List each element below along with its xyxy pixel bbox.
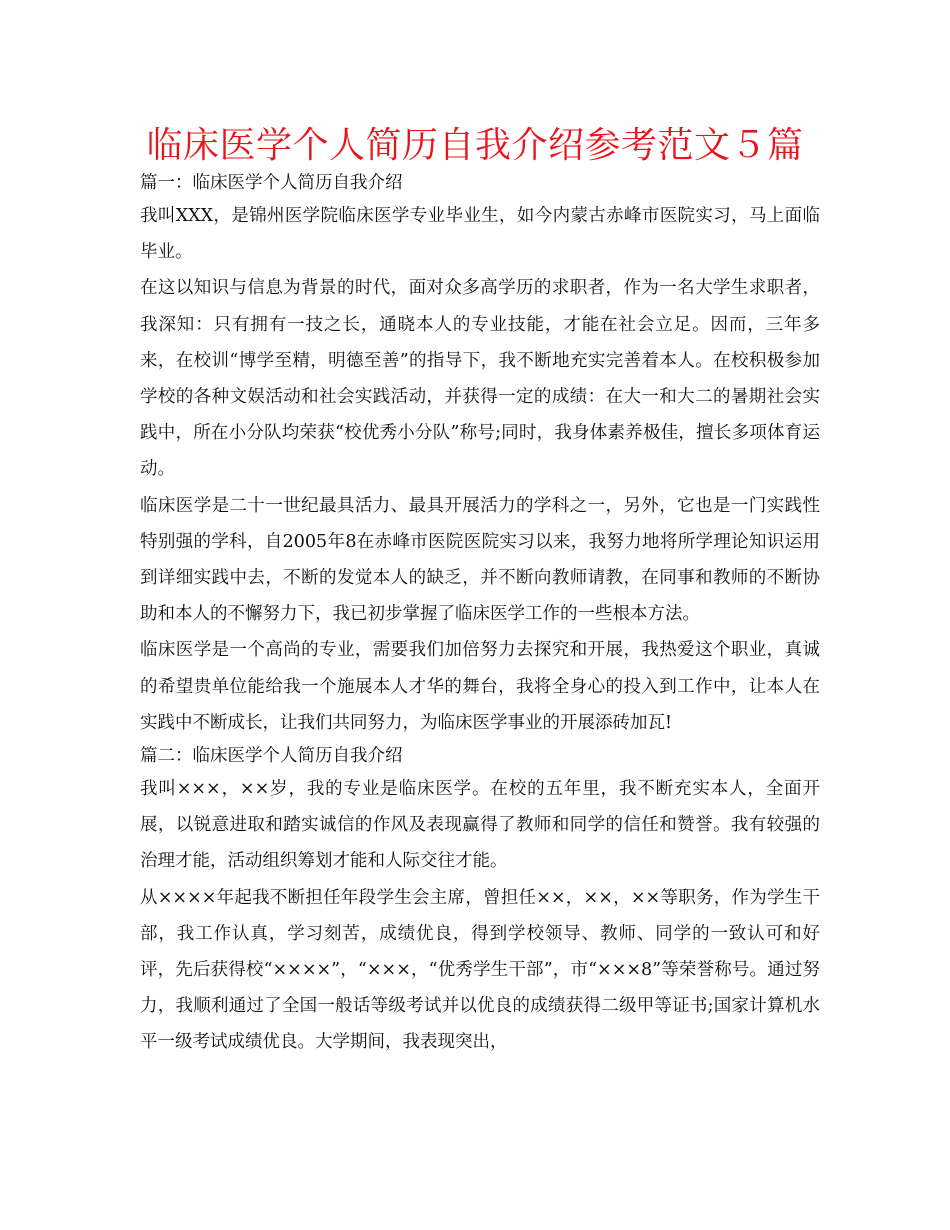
paragraph: 临床医学是二十一世纪最具活力、最具开展活力的学科之一，另外，它也是一门实践性特别强的学科，自2005年8在赤峰市医院医院实习以来，我努力地将所学理论知识运用到详细实践中去，不断的发觉本人的缺乏，并不断向教师请教，在同事和教师的不断协助和本人的不懈努力下，我已初步掌握了临床医学工作的一些根本方法。 [140, 495, 820, 625]
paragraph: 在这以知识与信息为背景的时代，面对众多高学历的求职者，作为一名大学生求职者，我深知：只有拥有一技之长，通晓本人的专业技能，才能在社会立足。因而，三年多来，在校训“博学至精，明德至善”的指导下，我不断地充实完善着本人。在校积极参加学校的各种文娱活动和社会实践活动，并获得一定的成绩：在大一和大二的暑期社会实践中，所在小分队均荣获“校优秀小分队”称号;同时，我身体素养极佳，擅长多项体育运动。 [140, 278, 820, 480]
document-title: 临床医学个人简历自我介绍参考范文５篇 [146, 125, 804, 166]
paragraph: 从××××年起我不断担任年段学生会主席，曾担任××，××，××等职务，作为学生干部，我工作认真，学习刻苦，成绩优良，得到学校领导、教师、同学的一致认可和好评，先后获得校“××××”，“×××，“优秀学生干部”，市“×××8”等荣誉称号。通过努力，我顺利通过了全国一般话等级考试并以优良的成绩获得二级甲等证书;国家计算机水平一级考试成绩优良。大学期间，我表现突出， [140, 887, 820, 1053]
section-heading: 篇一：临床医学个人简历自我介绍 [140, 173, 403, 193]
paragraph: 我叫XXX，是锦州医学院临床医学专业毕业生，如今内蒙古赤峰市医院实习，马上面临毕业。 [140, 206, 820, 263]
section-1 [140, 168, 820, 741]
document-body [140, 168, 820, 1061]
paragraph: 临床医学是一个高尚的专业，需要我们加倍努力去探究和开展，我热爱这个职业，真诚的希望贵单位能给我一个施展本人才华的舞台，我将全身心的投入到工作中，让本人在实践中不断成长，让我们共同努力，为临床医学事业的开展添砖加瓦! [140, 640, 820, 733]
section-2 [140, 741, 820, 1061]
paragraph: 我叫×××，××岁，我的专业是临床医学。在校的五年里，我不断充实本人，全面开展，以锐意进取和踏实诚信的作风及表现赢得了教师和同学的信任和赞誉。我有较强的治理才能，活动组织筹划才能和人际交往才能。 [140, 779, 820, 872]
section-heading: 篇二：临床医学个人简历自我介绍 [140, 746, 403, 767]
